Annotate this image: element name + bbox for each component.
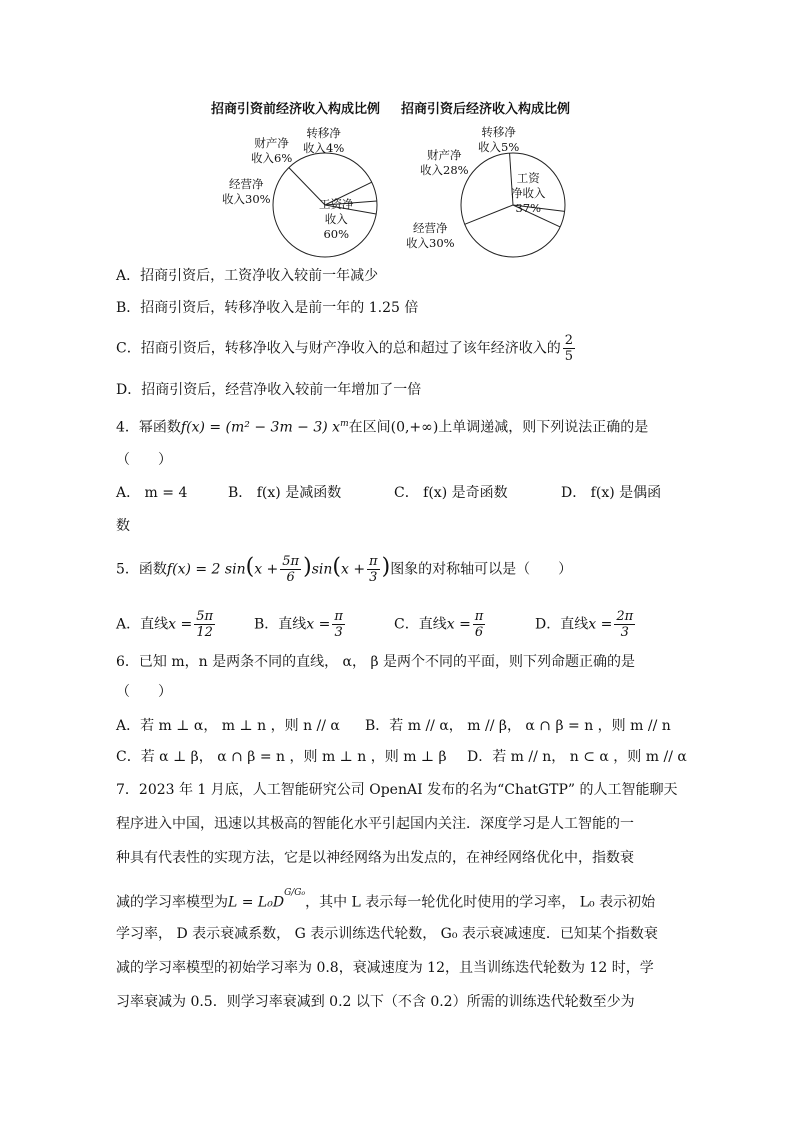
pie-after-label-transfer: 转移净 收入5% xyxy=(478,125,520,154)
pie-before-label-transfer: 转移净 收入4% xyxy=(303,126,345,155)
q5-option-d: D．直线x = $\frac{2\pi}{3}$ xyxy=(535,609,634,640)
q6-option-d: D．若 m // n， n ⊂ α ，则 m // α xyxy=(467,749,687,765)
q7-line-5: 学习率， D 表示衰减系数， G 表示训练迭代轮数， G₀ 表示衰减速度．已知某个指数衰 xyxy=(116,926,658,942)
q4-paren: （ ） xyxy=(116,452,172,468)
pie-after-label-wage: 工资 净收入 37% xyxy=(511,171,546,215)
q7-line-6: 减的学习率模型的初始学习率为 0.8，衰减速度为 12，且当训练迭代轮数为 12 时，学 xyxy=(116,960,654,976)
q6-option-a: A．若 m ⊥ α， m ⊥ n ，则 n // α xyxy=(116,718,340,734)
q6-option-b: B．若 m // α， m // β， α ∩ β = n ，则 m // n xyxy=(365,718,671,734)
pie-before-label-wage: 工资净 收入 60% xyxy=(319,197,354,241)
q3-option-d: D．招商引资后，经营净收入较前一年增加了一倍 xyxy=(116,382,422,398)
q3-option-b: B．招商引资后，转移净收入是前一年的 1.25 倍 xyxy=(116,300,419,316)
q7-line-2: 程序进入中国，迅速以其极高的智能化水平引起国内关注．深度学习是人工智能的一 xyxy=(116,816,634,832)
q3-option-a: A．招商引资后，工资净收入较前一年减少 xyxy=(116,268,379,284)
q4-option-d: D． f(x) 是偶函 xyxy=(561,485,662,501)
chart-title-after: 招商引资后经济收入构成比例 xyxy=(401,102,571,117)
q7-line-7: 习率衰减为 0.5．则学习率衰减到 0.2 以下（不含 0.2）所需的训练迭代轮数至少为 xyxy=(116,994,635,1010)
q3-option-c: C．招商引资后，转移净收入与财产净收入的总和超过了该年经济收入的 $\frac{2}{5}$ xyxy=(116,333,573,364)
pie-after-label-property: 财产净 收入28% xyxy=(420,148,469,177)
pie-before-label-property: 财产净 收入6% xyxy=(251,136,293,165)
q4-option-c: C． f(x) 是奇函数 xyxy=(394,485,508,501)
q7-line-3: 种具有代表性的实现方法，它是以神经网络为出发点的，在神经网络优化中，指数衰 xyxy=(116,850,634,866)
q5-stem: 5．函数f(x) = 2 sin(x + $\frac{5\pi}{6}$ )sin(x + $\frac{\pi}{3}$ )图象的对称轴可以是（ ） xyxy=(116,554,573,585)
q5-option-c: C．直线x = $\frac{\pi}{6}$ xyxy=(394,609,484,640)
q6-paren: （ ） xyxy=(116,684,172,700)
q4-option-a: A． m = 4 xyxy=(116,485,188,501)
q4-stem: 4．幂函数f(x) = (m² − 3m − 3) $x^m$在区间(0,+∞)上单调递减，则下列说法正确的是 xyxy=(116,419,649,436)
pie-after-label-business: 经营净 收入30% xyxy=(406,221,455,250)
pie-before-label-business: 经营净 收入30% xyxy=(222,177,271,206)
chart-title-before: 招商引资前经济收入构成比例 xyxy=(211,102,381,117)
q5-option-a: A．直线x = $\frac{5\pi}{12}$ xyxy=(116,609,214,640)
q7-line-1: 7．2023 年 1 月底，人工智能研究公司 OpenAI 发布的名为“ChatGTP” 的人工智能聊天 xyxy=(116,782,678,798)
q5-option-b: B．直线x = $\frac{\pi}{3}$ xyxy=(254,609,343,640)
q6-option-c: C．若 α ⊥ β， α ∩ β = n ，则 m ⊥ n ，则 m ⊥ β xyxy=(116,749,447,765)
q7-line-4: 减的学习率模型为$L = L_0D^{G/G_0}$，其中 L 表示每一轮优化时使用的学习率， L₀ 表示初始 xyxy=(116,888,656,911)
q4-option-b: B． f(x) 是减函数 xyxy=(228,485,342,501)
q4-option-d-cont: 数 xyxy=(116,518,130,534)
q6-stem: 6．已知 m，n 是两条不同的直线， α， β 是两个不同的平面，则下列命题正确的是 xyxy=(116,654,635,670)
